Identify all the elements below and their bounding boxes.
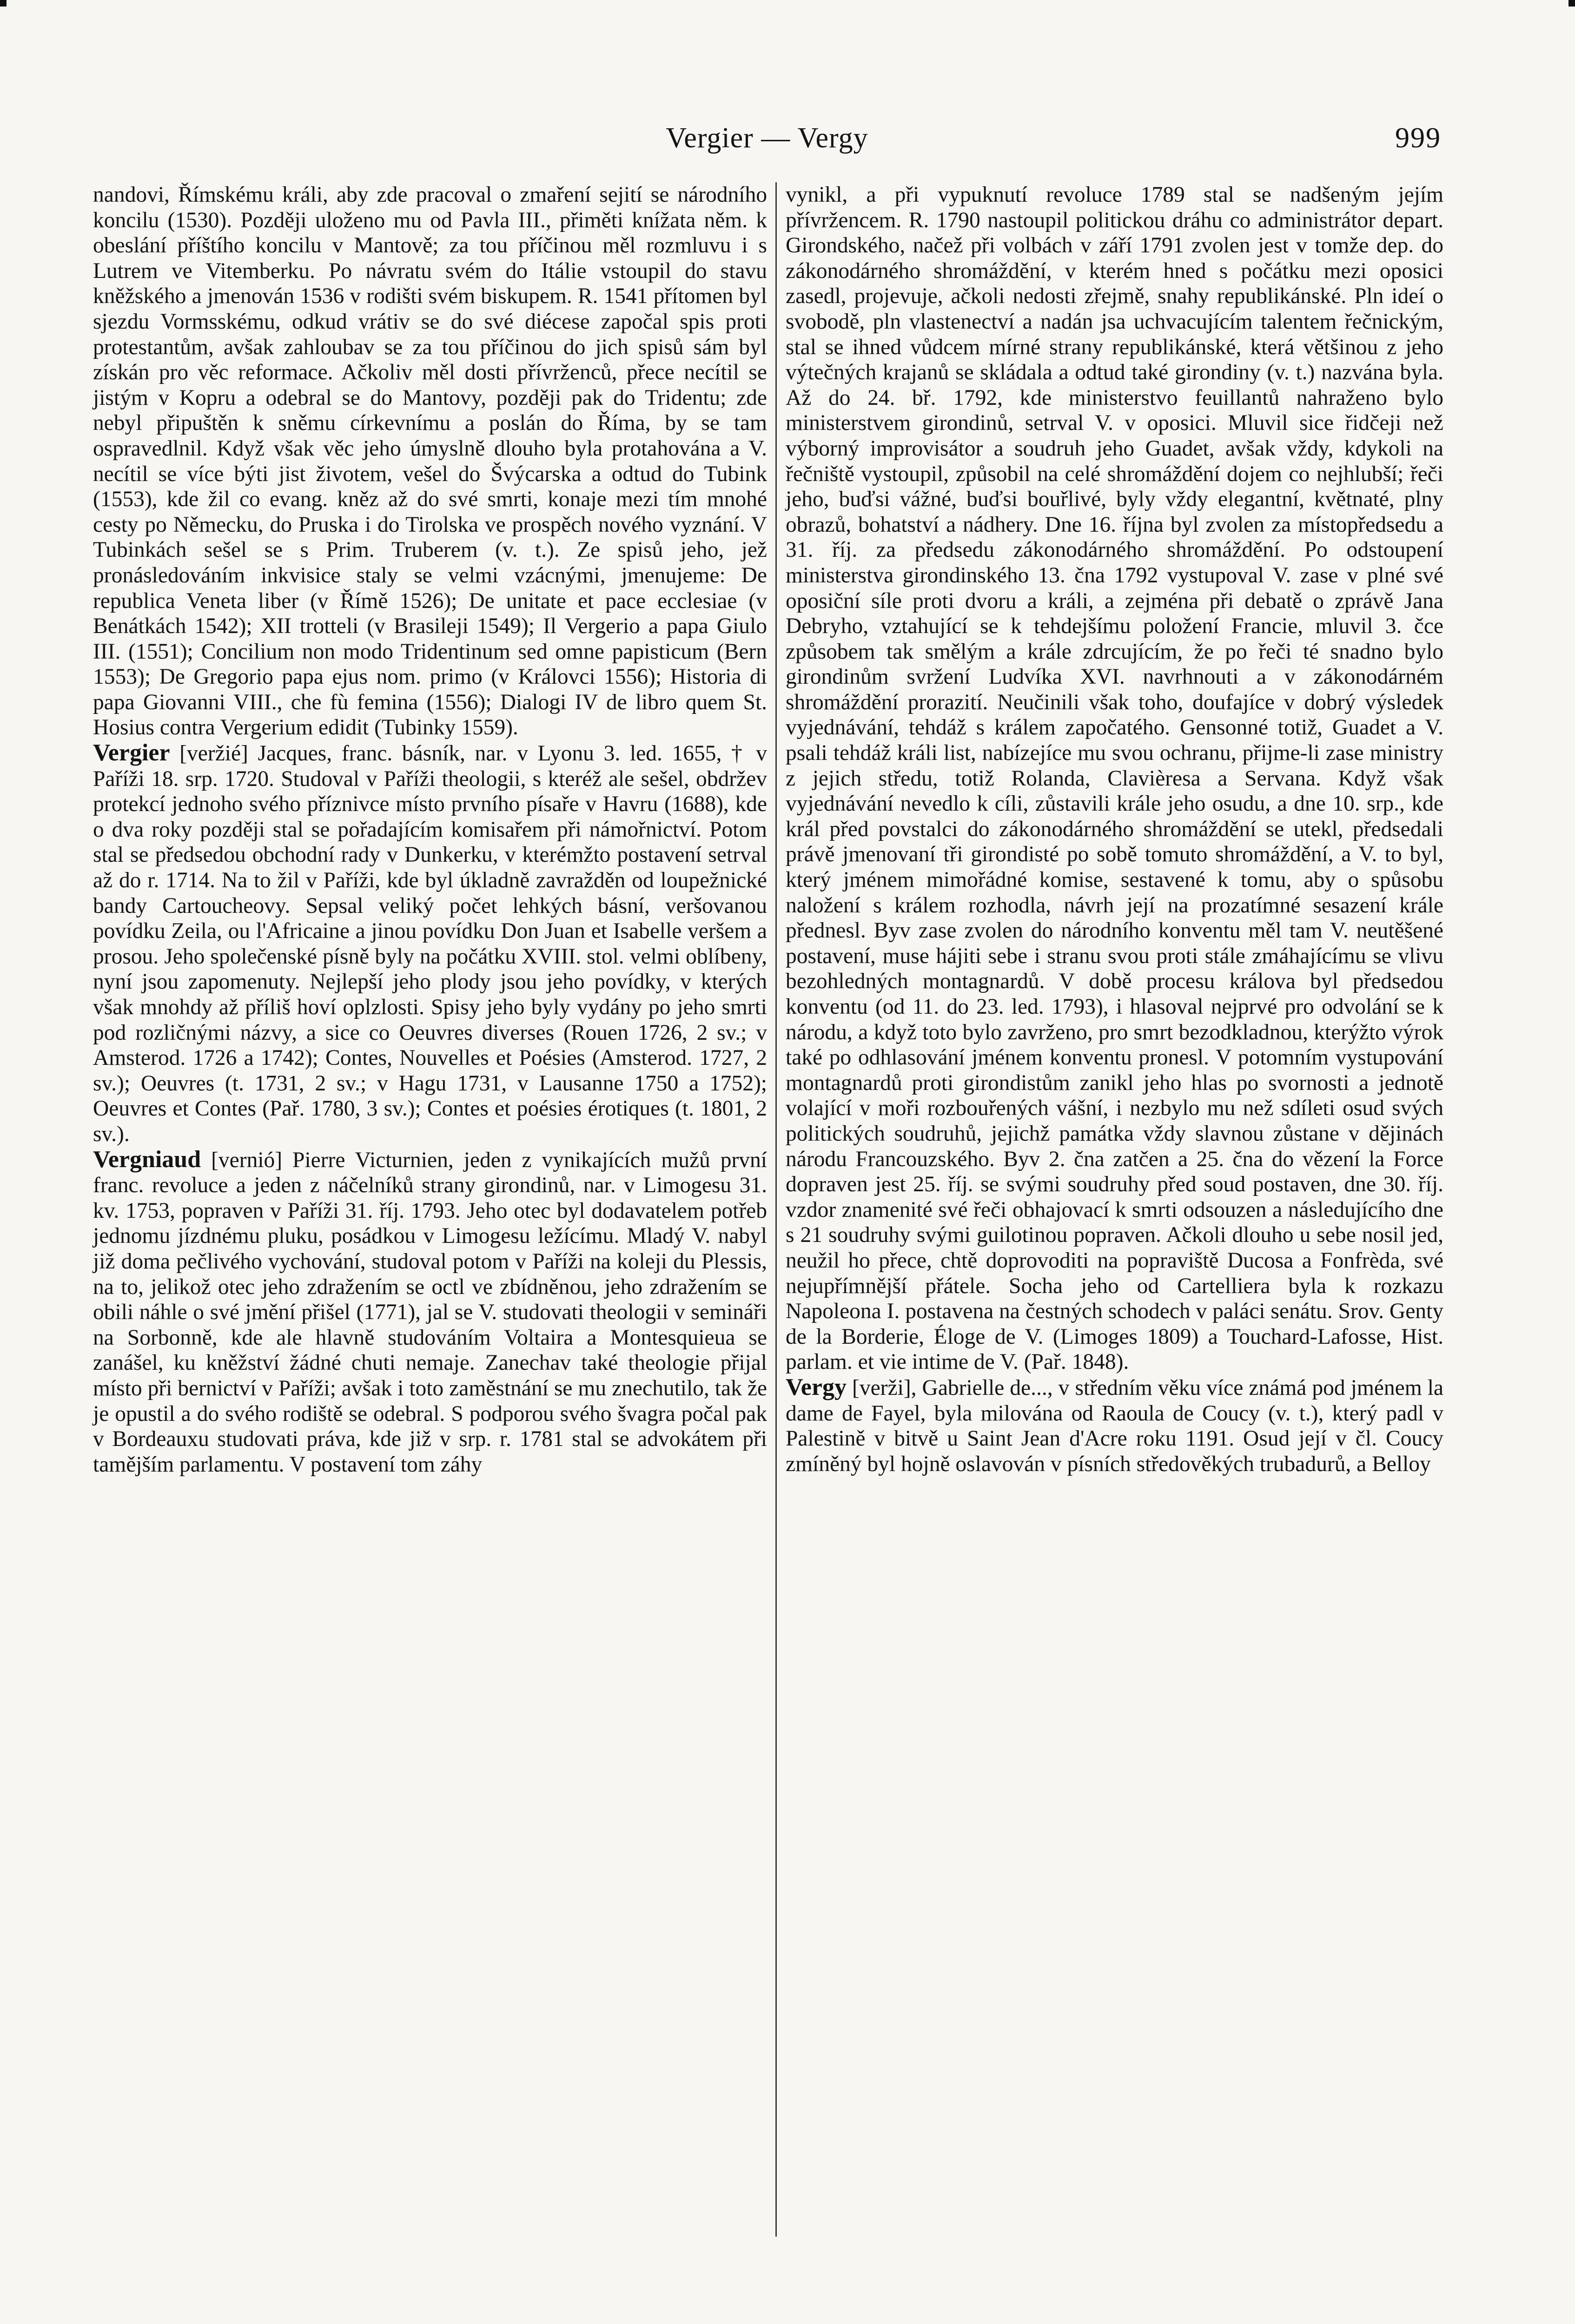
entry-text: [vernió] Pierre Victurnien, jeden z vynikajících mužů první franc. revoluce a jeden z náčelníků strany girondinů, nar. v Limogesu 31. kv. 1753, popraven v Paříži 31. říj. 1793. Jeho otec byl dodavatelem potřeb jednomu jízdnému pluku, posádkou v Limogesu ležícímu. Mladý V. nabyl již doma pečlivého vychování, studoval potom v Paříži na koleji du Plessis, na to, jelikož otec jeho zdražením se octl ve zbídněnou, jeho zdražením se obili náhle o své jmění přišel (1771), jal se V. studovati theologii v semináři na Sorbonně, kde ale hlavně studováním Voltaira a Montesquieua se zanášel, ku kněžství žádné chuti nemaje. Zanechav také theologie přijal místo při bernictví v Paříži; avšak i toto zaměstnání se mu znechutilo, tak že je opustil a do svého rodiště se odebral. S podporou svého švagra počal pak v Bordeauxu studovati práva, kde již v srp. r. 1781 stal se advokátem při tamějším parlamentu. V postavení tom záhy (93, 1148, 767, 1477)
column-divider (775, 182, 777, 2237)
running-header (93, 122, 1441, 173)
page-title: Vergier — Vergy (666, 122, 868, 154)
scan-corner-mark (0, 0, 7, 7)
entry-headword: Vergniaud (93, 1146, 201, 1173)
left-column (93, 182, 767, 2254)
right-column (786, 182, 1443, 2254)
entry-headword: Vergier (93, 739, 170, 766)
entry-vergy (786, 1375, 1443, 1477)
entry-headword: Vergy (786, 1373, 847, 1400)
page-number: 999 (1395, 122, 1441, 154)
entry-vergniaud (93, 1147, 767, 1478)
paragraph-vergerio-continued: nandovi, Římskému králi, aby zde pracoval o zmaření sejití se národního koncilu (1530). Později uloženo mu od Pavla III., přiměti knížata něm. k obeslání příštího koncilu v Mantově; za tou příčinou měl rozmluvu i s Lutrem ve Vitemberku. Po návratu svém do Itálie vstoupil do stavu kněžského a jmenován 1536 v rodišti svém biskupem. R. 1541 přítomen byl sjezdu Vormsskému, odkud vrátiv se do své diécese započal spis proti protestantům, avšak zahloubav se za tou příčinou do jich spisů sám byl získán pro věc reformace. Ačkoliv měl dosti přívrženců, přece necítil se jistým v Kopru a odebral se do Mantovy, později pak do Tridentu; zde nebyl připuštěn k sněmu církevnímu a poslán do Říma, by se tam ospravedlnil. Když však věc jeho úmyslně dlouho byla protahována a V. necítil se více býti jist životem, vešel do Švýcarska a odtud do Tubink (1553), kde žil co evang. kněz až do své smrti, konaje mezi tím mnohé cesty po Německu, do Pruska i do Tirolska ve prospěch nového vyznání. V Tubinkách sešel se s Prim. Truberem (v. t.). Ze spisů jeho, jež pronásledováním inkvisice staly se velmi vzácnými, jmenujeme: De republica Veneta liber (v Římě 1526); De unitate et pace ecclesiae (v Benátkách 1542); XII trotteli (v Brasileji 1549); Il Vergerio a papa Giulo III. (1551); Concilium non modo Tridentinum sed omne papisticum (Bern 1553); De Gregorio papa ejus nom. primo (v Královci 1556); Historia di papa Giovanni VIII., che fù femina (1556); Dialogi IV de libro quem St. Hosius contra Vergerium edidit (Tubinky 1559). (93, 183, 767, 740)
scan-corner-mark (1568, 0, 1575, 7)
entry-vergier (93, 740, 767, 1147)
entry-text: [veržié] Jacques, franc. básník, nar. v Lyonu 3. led. 1655, † v Paříži 18. srp. 1720. Studoval v Paříži theologii, s kteréž ale sešel, obdržev protekcí jednoho svého příznivce místo prvního písaře v Havru (1688), kde o dva roky později stal se pořadajícím komisařem při námořnictví. Potom stal se předsedou obchodní rady v Dunkerku, v kterémžto postavení setrval až do r. 1714. Na to žil v Paříži, kde byl úkladně zavražděn od loupežnické bandy Cartoucheovy. Sepsal veliký počet lehkých básní, veršovanou povídku Zeila, ou l'Africaine a jinou povídku Don Juan et Isabelle veršem a prosou. Jeho společenské písně byly na počátku XVIII. stol. velmi oblíbeny, nyní jsou zapomenuty. Nejlepší jeho plody jsou jeho povídky, v kterých však mnohdy až příliš hoví oplzlosti. Spisy jeho byly vydány po jeho smrti pod rozličnými názvy, a sice co Oeuvres diverses (Rouen 1726, 2 sv.; v Amsterod. 1726 a 1742); Contes, Nouvelles et Poésies (Amsterod. 1727, 2 sv.); Oeuvres (t. 1731, 2 sv.; v Hagu 1731, v Lausanne 1750 a 1752); Oeuvres et Contes (Pař. 1780, 3 sv.); Contes et poésies érotiques (t. 1801, 2 sv.). (93, 741, 767, 1146)
entry-text: [verži], Gabrielle de..., v středním věku více známá pod jménem la dame de Fayel, byla milována od Raoula de Coucy (v. t.), který padl v Palestině v bitvě u Saint Jean d'Acre roku 1191. Osud její v čl. Coucy zmíněný byl hojně oslavován v písních středověkých trubadurů, a Belloy (786, 1375, 1443, 1476)
paragraph-vergniaud-continued: vynikl, a při vypuknutí revoluce 1789 stal se nadšeným jejím přívržencem. R. 1790 nastoupil politickou dráhu co administrátor depart. Girondského, načež při volbách v září 1791 zvolen jest v tomže dep. do zákonodárného shromáždění, v kterém hned s počátku mezi oposici zasedl, projevuje, ačkoli nedosti zřejmě, snahy republikánské. Pln ideí o svobodě, pln vlastenectví a nadán jsa uchvacujícím talentem řečnickým, stal se ihned vůdcem mírné strany republikánské, která většinou z jeho výtečných krajanů se skládala a odtud také girondiny (v. t.) nazvána byla. Až do 24. bř. 1792, kde ministerstvo feuillantů nahraženo bylo ministerstvem girondinů, setrval V. v oposici. Mluvil sice řidčeji než výborný improvisátor a soudruh jeho Guadet, avšak vždy, kdykoli na řečniště vystoupil, způsobil na celé shromáždění dojem co nejhlubší; řeči jeho, buďsi vážné, buďsi bouřlivé, byly vždy elegantní, květnaté, plny obrazů, bohatství a nádhery. Dne 16. října byl zvolen za místopředsedu a 31. říj. za předsedu zákonodárného shromáždění. Po odstoupení ministerstva girondinského 13. čna 1792 vystupoval V. zase v plné své oposiční síle proti dvoru a králi, a zejména při debatě o zprávě Jana Debryho, vztahující se k tehdejšímu položení Francie, mluvil 3. čce způsobem tak smělým a krále zdrcujícím, že po řeči té snadno bylo girondinům svržení Ludvíka XVI. navrhnouti a v zákonodárném shromáždění prorazití. Neučinili však toho, doufajíce v dobrý výsledek vyjednávání, tehdáž s králem započatého. Gensonné totiž, Guadet a V. psali tehdáž králi list, nabízejíce mu svou ochranu, přijme-li zase ministry z jejich středu, totiž Rolanda, Clavièresa a Servana. Když však vyjednávání nevedlo k cíli, zůstavili krále jeho osudu, a dne 10. srp., kde král před povstalci do zákonodárného shromáždění se utekl, předsedali právě jmenovaní tři girondisté po sobě tomuto shromáždění, a V. to byl, který jménem mimořádné komise, sestavené k tomu, aby o spůsobu naložení s králem rozhodla, návrh její na prozatímné sesazení krále přednesl. Byv zase zvolen do národního konventu měl tam V. neutěšené postavení, muse hájiti sebe i stranu svou proti stále zmáhajícímu se vlivu bezohledných montagnardů. V době procesu králova byl předsedou konventu (od 11. do 23. led. 1793), i hlasoval nejprvé pro odvolání se k národu, a když toto bylo zavrženo, pro smrt bezodkladnou, kterýžto výrok také po odhlasování jménem konventu pronesl. V potomním vystupování montagnardů proti girondistům zanikl jeho hlas po svornosti a jednotě volající v moři rozbouřených vášní, i nezbylo mu než sdíleti osud svých politických soudruhů, jejichž památka vždy slavnou zůstane v dějinách národu Francouzského. Byv 2. čna zatčen a 25. čna do vězení la Force dopraven jest 25. říj. se svými soudruhy před soud postaven, dne 30. říj. vzdor znamenité své řeči obhajovací k smrti odsouzen a následujícího dne s 21 soudruhy svými guilotinou popraven. Ačkoli dlouho u sebe nosil jed, neužil ho přece, chtě doprovoditi na popraviště Ducosa a Fonfrèda, své nejupřímnější přátele. Socha jeho od Cartelliera byla k rozkazu Napoleona I. postavena na čestných schodech v paláci senátu. Srov. Genty de la Borderie, Éloge de V. (Limoges 1809) a Touchard-Lafosse, Hist. parlam. et vie intime de V. (Pař. 1848). (786, 183, 1443, 1374)
